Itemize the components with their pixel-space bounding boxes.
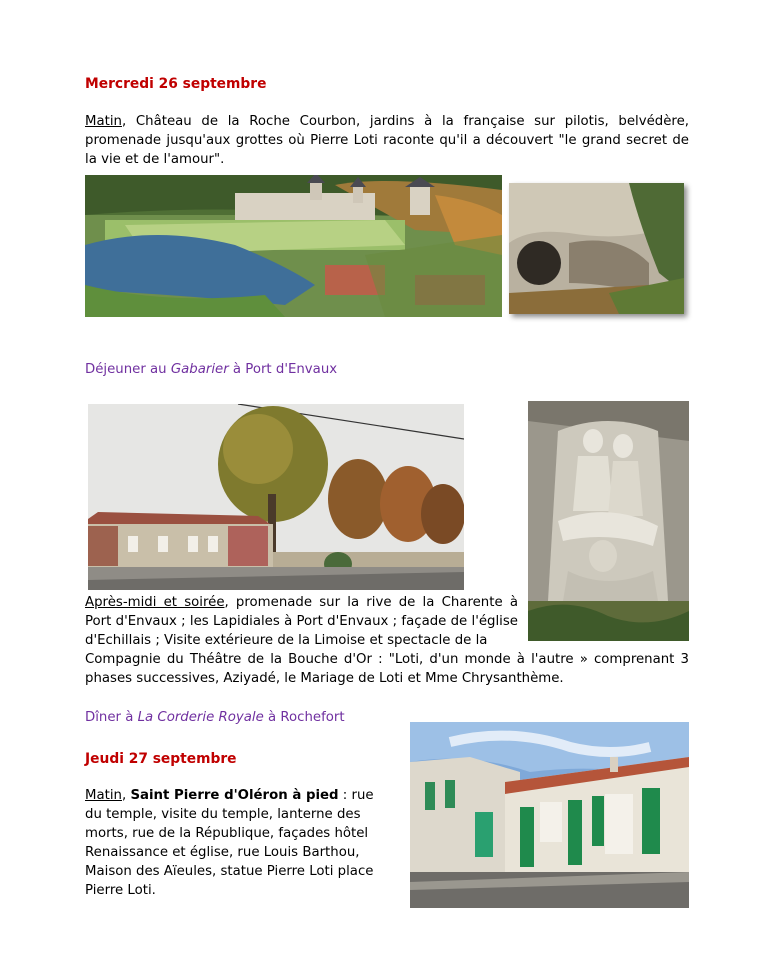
chateau-photo (85, 175, 502, 317)
day1-afternoon-paragraph-cont (85, 650, 689, 688)
day1-lunch (85, 360, 337, 379)
saint-pierre-oleron-photo (410, 722, 689, 908)
day1-heading: Mercredi 26 septembre (85, 76, 267, 92)
lapidiales-sculpture-photo (528, 401, 689, 641)
afternoon-label: Après-midi et soirée (85, 595, 225, 610)
lunch-suffix: à Port d'Envaux (228, 362, 338, 377)
day2-morning-text: : rue du temple, visite du temple, lanterne des morts, rue de la République, façades hôtel Renaissance et église, rue Louis Barthou, Maison des Aïeules, statue Pierre Loti place Pierre Loti. (85, 788, 374, 898)
day2-morning-place: Saint Pierre d'Oléron à pied (130, 788, 339, 803)
cave-photo (509, 183, 684, 314)
dinner-place: La Corderie Royale (137, 710, 264, 725)
dinner-prefix: Dîner à (85, 710, 138, 725)
port-envaux-photo (88, 404, 464, 590)
morning-label: Matin (85, 114, 122, 129)
afternoon-text-cont: Compagnie du Théâtre de la Bouche d'Or : "Loti, d'un monde à l'autre » comprenant 3 phases successives, Aziyadé, le Mariage de Loti et Mme Chrysanthème. (85, 652, 689, 686)
morning-text: , Château de la Roche Courbon, jardins à la française sur pilotis, belvédère, promenade jusqu'aux grottes où Pierre Loti raconte qu'il a découvert "le grand secret de la vie et de l'amour". (85, 114, 689, 167)
day2-morning-sep: , (121, 788, 131, 803)
lunch-place: Gabarier (170, 362, 229, 377)
day1-morning-paragraph (85, 112, 689, 169)
day1-dinner (85, 708, 345, 727)
dinner-suffix: à Rochefort (263, 710, 345, 725)
lunch-prefix: Déjeuner au (85, 362, 171, 377)
day2-heading: Jeudi 27 septembre (85, 751, 237, 767)
afternoon-text: , promenade sur la rive de la Charente à Port d'Envaux ; les Lapidiales à Port d'Envaux ; façade de l'église d'Echillais ; Visite extérieure de la Limoise et spectacle de la (85, 595, 518, 648)
day2-morning-paragraph (85, 786, 390, 900)
day1-afternoon-paragraph (85, 593, 518, 650)
day2-morning-label: Matin (85, 788, 122, 803)
